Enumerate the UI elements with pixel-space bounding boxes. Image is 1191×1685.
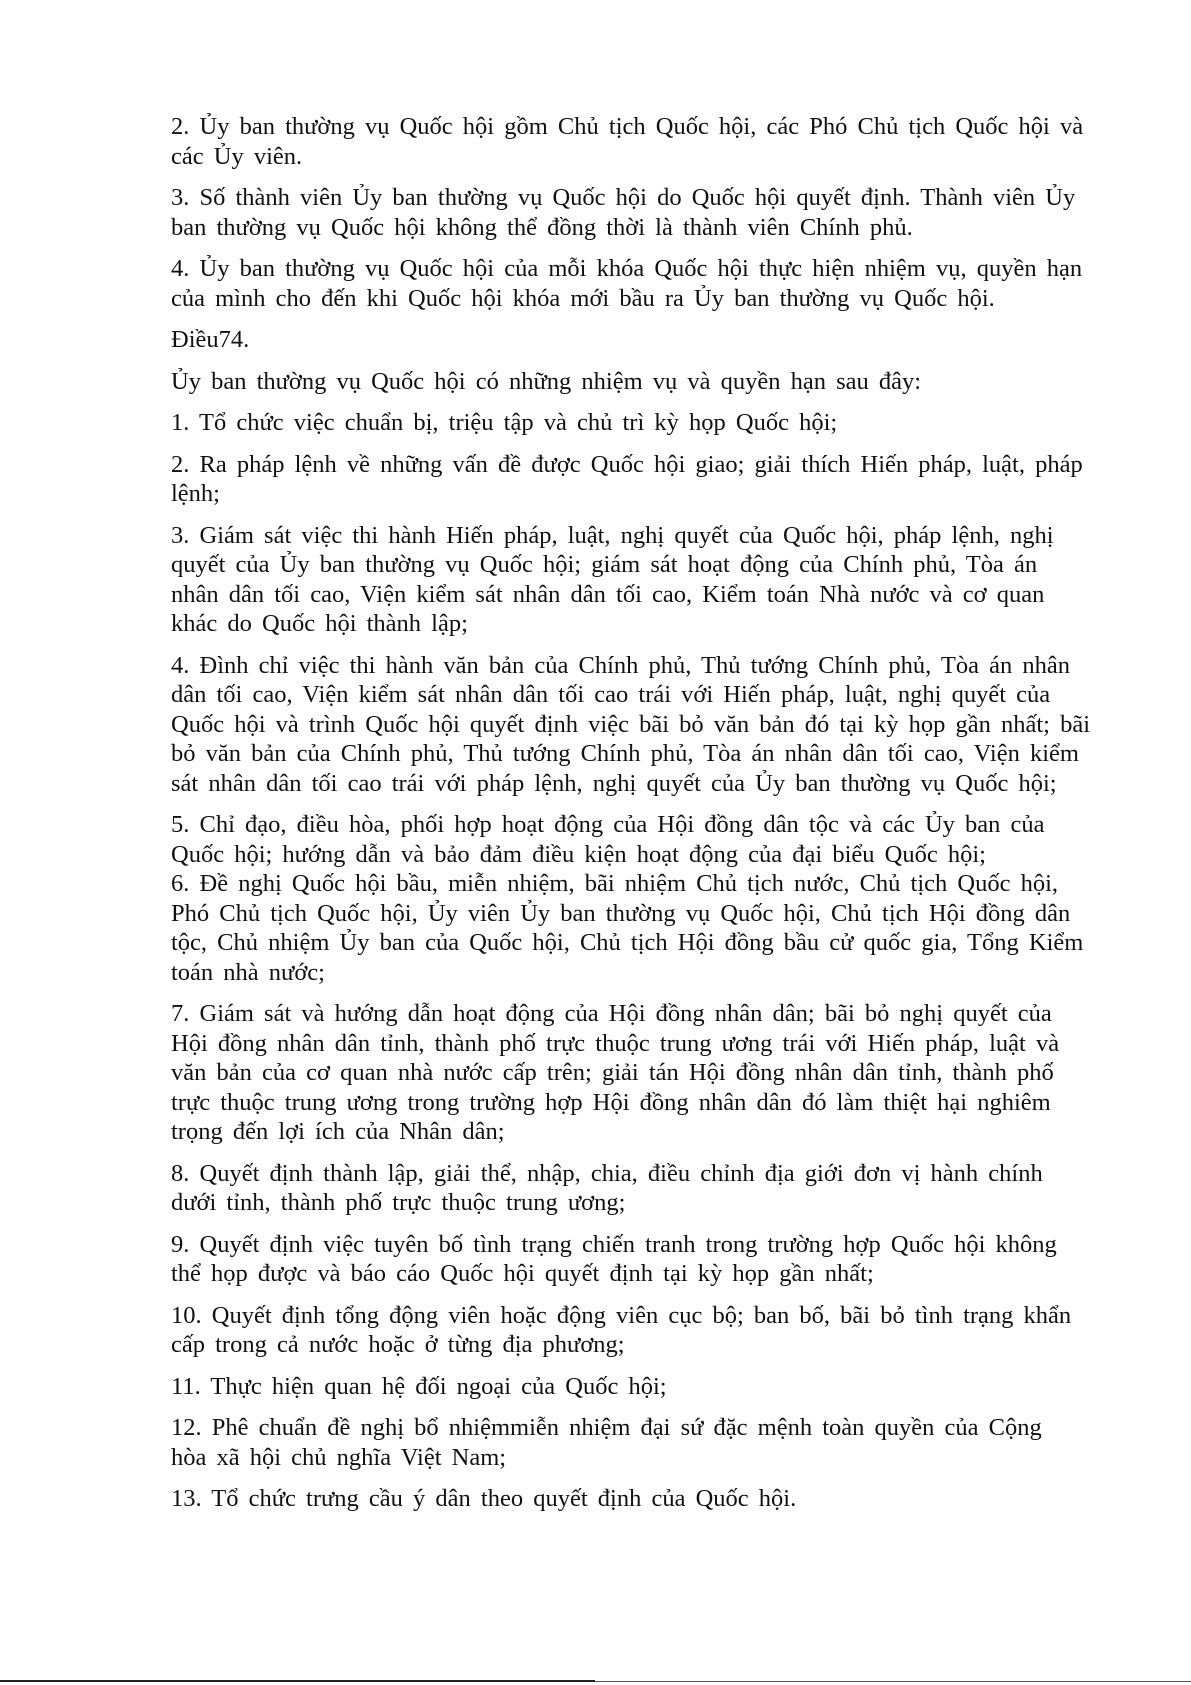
paragraph (171, 367, 1171, 397)
text-line: của mình cho đến khi Quốc hội khóa mới bầu ra Ủy ban thường vụ Quốc hội. (171, 284, 995, 312)
paragraph (171, 1230, 1171, 1289)
text-line: Quốc hội; hướng dẫn và bảo đảm điều kiện hoạt động của đại biểu Quốc hội; (171, 840, 986, 868)
text-line: thể họp được và báo cáo Quốc hội quyết định tại kỳ họp gần nhất; (171, 1260, 874, 1287)
text-line: 6. Đề nghị Quốc hội bầu, miễn nhiệm, bãi nhiệm Chủ tịch nước, Chủ tịch Quốc hội, (171, 870, 1059, 897)
text-line: sát nhân dân tối cao trái với pháp lệnh, nghị quyết của Ủy ban thường vụ Quốc hội; (171, 769, 1057, 797)
paragraph (171, 869, 1171, 987)
paragraph (171, 521, 1171, 639)
text-line: trực thuộc trung ương trong trường hợp Hội đồng nhân dân đó làm thiệt hại nghiêm (171, 1088, 1051, 1116)
text-line: Điều74. (171, 326, 250, 353)
text-line: 2. Ra pháp lệnh về những vấn đề được Quốc hội giao; giải thích Hiến pháp, luật, pháp (171, 450, 1083, 478)
document-body (171, 112, 1171, 1514)
text-line: dân tối cao, Viện kiểm sát nhân dân tối cao trái với Hiến pháp, luật, nghị quyết của (171, 681, 1051, 708)
text-line: 13. Tổ chức trưng cầu ý dân theo quyết định của Quốc hội. (171, 1485, 797, 1512)
text-line: văn bản của cơ quan nhà nước cấp trên; giải tán Hội đồng nhân dân tỉnh, thành phố (171, 1059, 1054, 1086)
paragraph (171, 408, 1171, 438)
footer-rule (0, 1680, 595, 1682)
paragraph (171, 999, 1171, 1147)
paragraph (171, 1413, 1171, 1472)
text-line: nhân dân tối cao, Viện kiểm sát nhân dân tối cao, Kiểm toán Nhà nước và cơ quan (171, 580, 1045, 608)
text-line: bỏ văn bản của Chính phủ, Thủ tướng Chính phủ, Tòa án nhân dân tối cao, Viện kiểm (171, 740, 1079, 767)
paragraph (171, 450, 1171, 509)
footer-rule-thin (595, 1681, 1191, 1682)
text-line: 12. Phê chuẩn đề nghị bổ nhiệmmiễn nhiệm đại sứ đặc mệnh toàn quyền của Cộng (171, 1414, 1042, 1441)
paragraph (171, 325, 1171, 355)
paragraph (171, 810, 1171, 869)
paragraph (171, 1301, 1171, 1360)
text-line: quyết của Ủy ban thường vụ Quốc hội; giám sát hoạt động của Chính phủ, Tòa án (171, 551, 1038, 578)
text-line: khác do Quốc hội thành lập; (171, 610, 468, 637)
text-line: Quốc hội và trình Quốc hội quyết định việc bãi bỏ văn bản đó tại kỳ họp gần nhất; bãi (171, 710, 1091, 738)
text-line: 11. Thực hiện quan hệ đối ngoại của Quốc hội; (171, 1372, 667, 1400)
text-line: 8. Quyết định thành lập, giải thể, nhập, chia, điều chỉnh địa giới đơn vị hành chính (171, 1159, 1043, 1187)
text-line: tộc, Chủ nhiệm Ủy ban của Quốc hội, Chủ tịch Hội đồng bầu cử quốc gia, Tổng Kiểm (171, 929, 1084, 956)
text-line: Hội đồng nhân dân tỉnh, thành phố trực thuộc trung ương trái với Hiến pháp, luật và (171, 1029, 1060, 1057)
text-line: 5. Chỉ đạo, điều hòa, phối hợp hoạt động của Hội đồng dân tộc và các Ủy ban của (171, 811, 1045, 838)
paragraph (171, 1372, 1171, 1402)
text-line: trọng đến lợi ích của Nhân dân; (171, 1118, 505, 1145)
paragraph (171, 1484, 1171, 1514)
paragraph (171, 1159, 1171, 1218)
text-line: Phó Chủ tịch Quốc hội, Ủy viên Ủy ban thường vụ Quốc hội, Chủ tịch Hội đồng dân (171, 899, 1071, 927)
text-line: toán nhà nước; (171, 958, 325, 986)
paragraph (171, 112, 1171, 171)
text-line: lệnh; (171, 480, 220, 507)
text-line: 4. Ủy ban thường vụ Quốc hội của mỗi khóa Quốc hội thực hiện nhiệm vụ, quyền hạn (171, 255, 1083, 282)
text-line: 1. Tổ chức việc chuẩn bị, triệu tập và chủ trì kỳ họp Quốc hội; (171, 409, 838, 436)
paragraph (171, 254, 1171, 313)
paragraph (171, 651, 1171, 799)
text-line: hòa xã hội chủ nghĩa Việt Nam; (171, 1443, 507, 1471)
text-line: Ủy ban thường vụ Quốc hội có những nhiệm vụ và quyền hạn sau đây: (171, 367, 922, 395)
document-page (171, 112, 1171, 1526)
text-line: 7. Giám sát và hướng dẫn hoạt động của Hội đồng nhân dân; bãi bỏ nghị quyết của (171, 1000, 1052, 1027)
text-line: ban thường vụ Quốc hội không thể đồng thời là thành viên Chính phủ. (171, 213, 913, 241)
text-line: 2. Ủy ban thường vụ Quốc hội gồm Chủ tịch Quốc hội, các Phó Chủ tịch Quốc hội và (171, 113, 1084, 140)
text-line: 4. Đình chỉ việc thi hành văn bản của Chính phủ, Thủ tướng Chính phủ, Tòa án nhân (171, 651, 1070, 679)
text-line: dưới tỉnh, thành phố trực thuộc trung ương; (171, 1189, 626, 1216)
text-line: 10. Quyết định tổng động viên hoặc động viên cục bộ; ban bố, bãi bỏ tình trạng khẩn (171, 1301, 1072, 1329)
text-line: 3. Số thành viên Ủy ban thường vụ Quốc hội do Quốc hội quyết định. Thành viên Ủy (171, 184, 1076, 211)
text-line: cấp trong cả nước hoặc ở từng địa phương; (171, 1331, 625, 1358)
paragraph (171, 183, 1171, 242)
text-line: các Ủy viên. (171, 142, 303, 170)
text-line: 3. Giám sát việc thi hành Hiến pháp, luật, nghị quyết của Quốc hội, pháp lệnh, nghị (171, 521, 1054, 549)
text-line: 9. Quyết định việc tuyên bố tình trạng chiến tranh trong trường hợp Quốc hội không (171, 1230, 1057, 1258)
